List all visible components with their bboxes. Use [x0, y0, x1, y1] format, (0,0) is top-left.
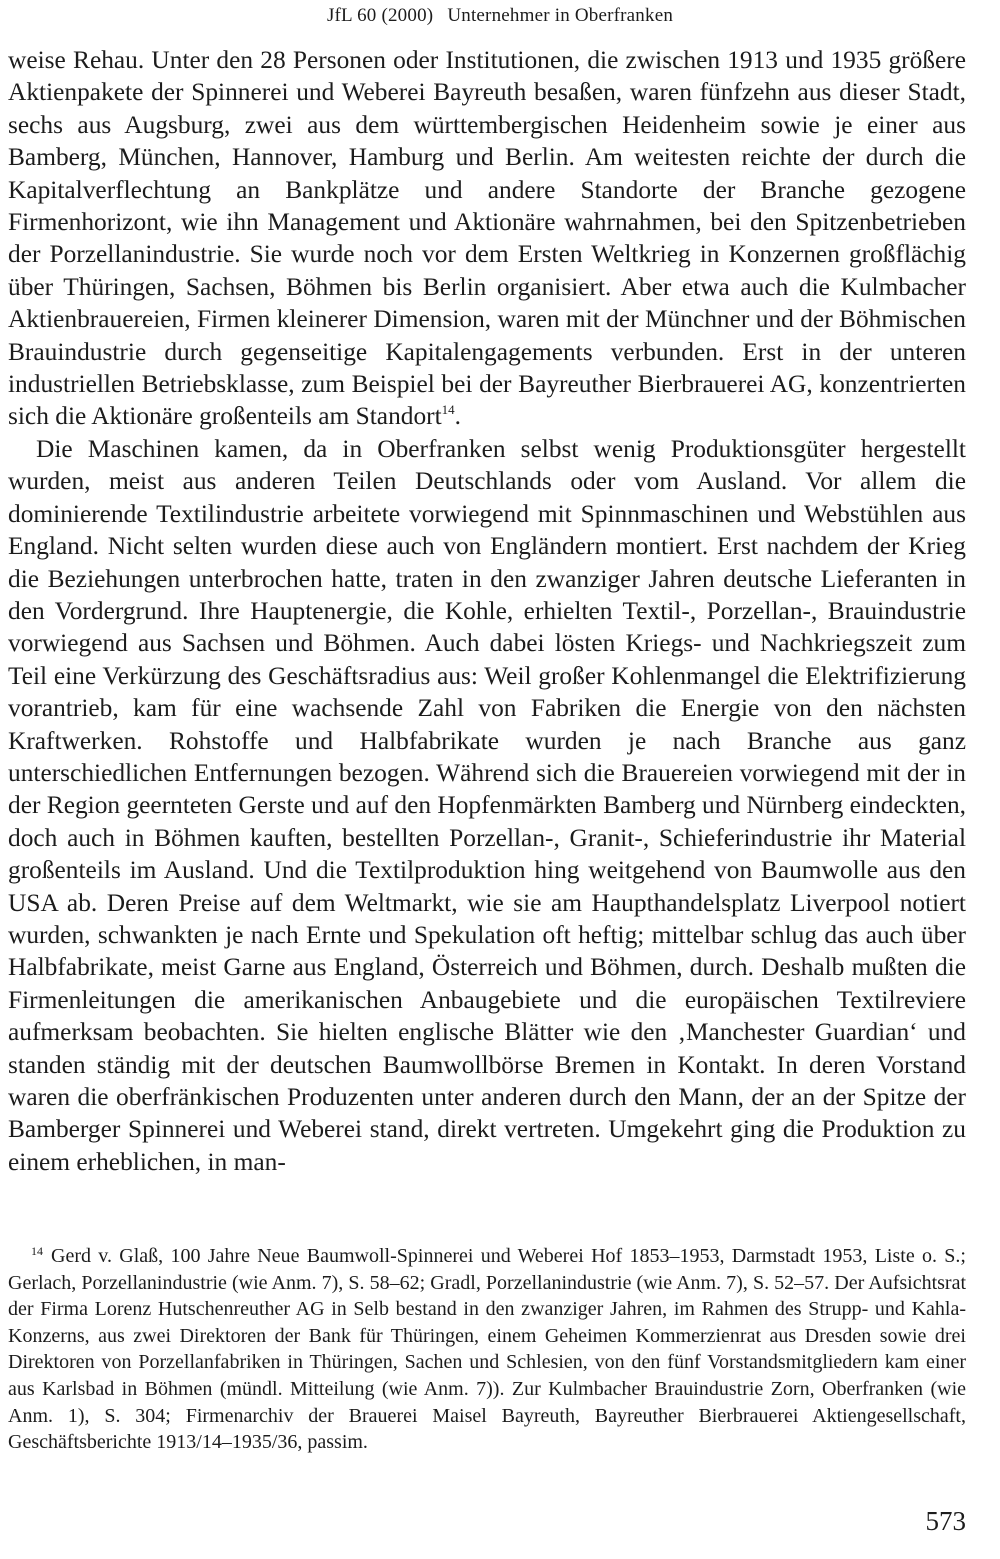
page-number: 573	[925, 1506, 966, 1536]
footnote-number: 14	[31, 1244, 43, 1258]
footnotes	[8, 1243, 966, 1456]
paragraph-2: Die Maschinen kamen, da in Oberfranken selbst wenig Produktionsgüter hergestellt wurden, meist aus anderen Teilen Deutschlands oder vom Ausland. Vor allem die dominierende Textilindustrie arbeitete vorwiegend mit Spinnmaschinen und Webstühlen aus England. Nicht selten wurden diese auch von Engländern montiert. Erst nachdem der Krieg die Beziehungen unterbrochen hatte, traten in den zwanziger Jahren deutsche Lieferanten in den Vordergrund. Ihre Hauptenergie, die Kohle, erhielten Textil-, Porzellan-, Brauindustrie vorwiegend aus Sachsen und Böhmen. Auch dabei lösten Kriegs- und Nachkriegszeit zum Teil eine Verkürzung des Geschäftsradius aus: Weil großer Kohlenmangel die Elektrifizierung vorantrieb, kam für eine wachsende Zahl von Fabriken die Energie von den nächsten Kraftwerken. Rohstoffe und Halbfabrikate wurden je nach Branche aus ganz unterschiedlichen Entfernungen bezogen. Während sich die Brauereien vorwiegend mit der in der Region geernteten Gerste und auf den Hopfenmärkten Bamberg und Nürnberg eindeckten, doch auch in Böhmen kauften, bestellten Porzellan-, Granit-, Schieferindustrie ihr Material großenteils im Ausland. Und die Textilproduktion hing weitgehend von Baumwolle aus den USA ab. Deren Preise auf dem Weltmarkt, wie sie am Haupthandelsplatz Liverpool notiert wurden, schwankten je nach Ernte und Spekulation oft heftig; mittelbar schlug das auch über Halbfabrikate, meist Garne aus England, Österreich und Böhmen, durch. Deshalb mußten die Firmenleitungen die amerikanischen Anbaugebiete und die europäischen Textilreviere aufmerksam beobachten. Sie hielten englische Blätter wie den ‚Manchester Guardian‘ und standen ständig mit der deutschen Baumwollbörse Bremen in Kontakt. In deren Vorstand waren die oberfränkischen Produzenten unter anderen durch den Mann, der an der Spitze der Bamberger Spinnerei und Weberei stand, direkt vertreten. Umgekehrt ging die Produktion zu einem erheblichen, in man-	[8, 434, 966, 1176]
paragraph-1	[8, 44, 966, 433]
footnote-reference-14[interactable]: 14	[441, 402, 455, 418]
main-text	[8, 44, 966, 1178]
footnote-text: Gerd v. Glaß, 100 Jahre Neue Baumwoll-Spinnerei und Weberei Hof 1853–1953, Darmstadt 1953, Liste o. S.; Gerlach, Porzellanindustrie (wie Anm. 7), S. 58–62; Gradl, Porzellanindustrie (wie Anm. 7), S. 52–57. Der Aufsichtsrat der Firma Lorenz Hutschenreuther AG in Selb bestand in den zwanziger Jahren, im Rahmen des Strupp- und Kahla-Konzerns, aus zwei Direktoren der Bank für Thüringen, einem Geheimen Kommerzienrat aus Dresden sowie drei Direktoren von Porzellanfabriken in Thüringen, Sachen und Schlesien, von den fünf Vorstandsmitgliedern kam einer aus Karlsbad in Böhmen (mündl. Mitteilung (wie Anm. 7)). Zur Kulmbacher Brauindustrie Zorn, Oberfranken (wie Anm. 1), S. 304; Firmenarchiv der Brauerei Maisel Bayreuth, Bayreuther Bierbrauerei Aktiengesellschaft, Geschäftsberichte 1913/14–1935/36, passim.	[8, 1245, 966, 1454]
paragraph-1-end: .	[454, 402, 462, 431]
article-title: Unternehmer in Oberfranken	[447, 5, 674, 26]
footnote-14	[8, 1243, 966, 1456]
running-header	[0, 4, 1000, 28]
paragraph-1-text: weise Rehau. Unter den 28 Personen oder Institutionen, die zwischen 1913 und 1935 größere Aktienpakete der Spinnerei und Weberei Bayreuth besaßen, waren fünfzehn aus dieser Stadt, sechs aus Augsburg, zwei aus dem württembergischen Heidenheim sowie je einer aus Bamberg, München, Hannover, Hamburg und Berlin. Am weitesten reichte der durch die Kapitalverflechtung an Bankplätze und andere Standorte der Branche gezogene Firmenhorizont, wie ihn Management und Aktionäre wahrnahmen, bei den Spitzenbetrieben der Porzellanindustrie. Sie wurde noch vor dem Ersten Weltkrieg in Konzernen großflächig über Thüringen, Sachsen, Böhmen bis Berlin organisiert. Aber etwa auch die Kulmbacher Aktienbrauereien, Firmen kleinerer Dimension, waren mit der Münchner und der Böhmischen Brauindustrie durch gegenseitige Kapitalengagements verbunden. Erst in der unteren industriellen Betriebsklasse, zum Beispiel bei der Bayreuther Bierbrauerei AG, konzentrierten sich die Aktionäre großenteils am Standort	[8, 46, 966, 431]
journal-reference: JfL 60 (2000)	[326, 5, 434, 26]
